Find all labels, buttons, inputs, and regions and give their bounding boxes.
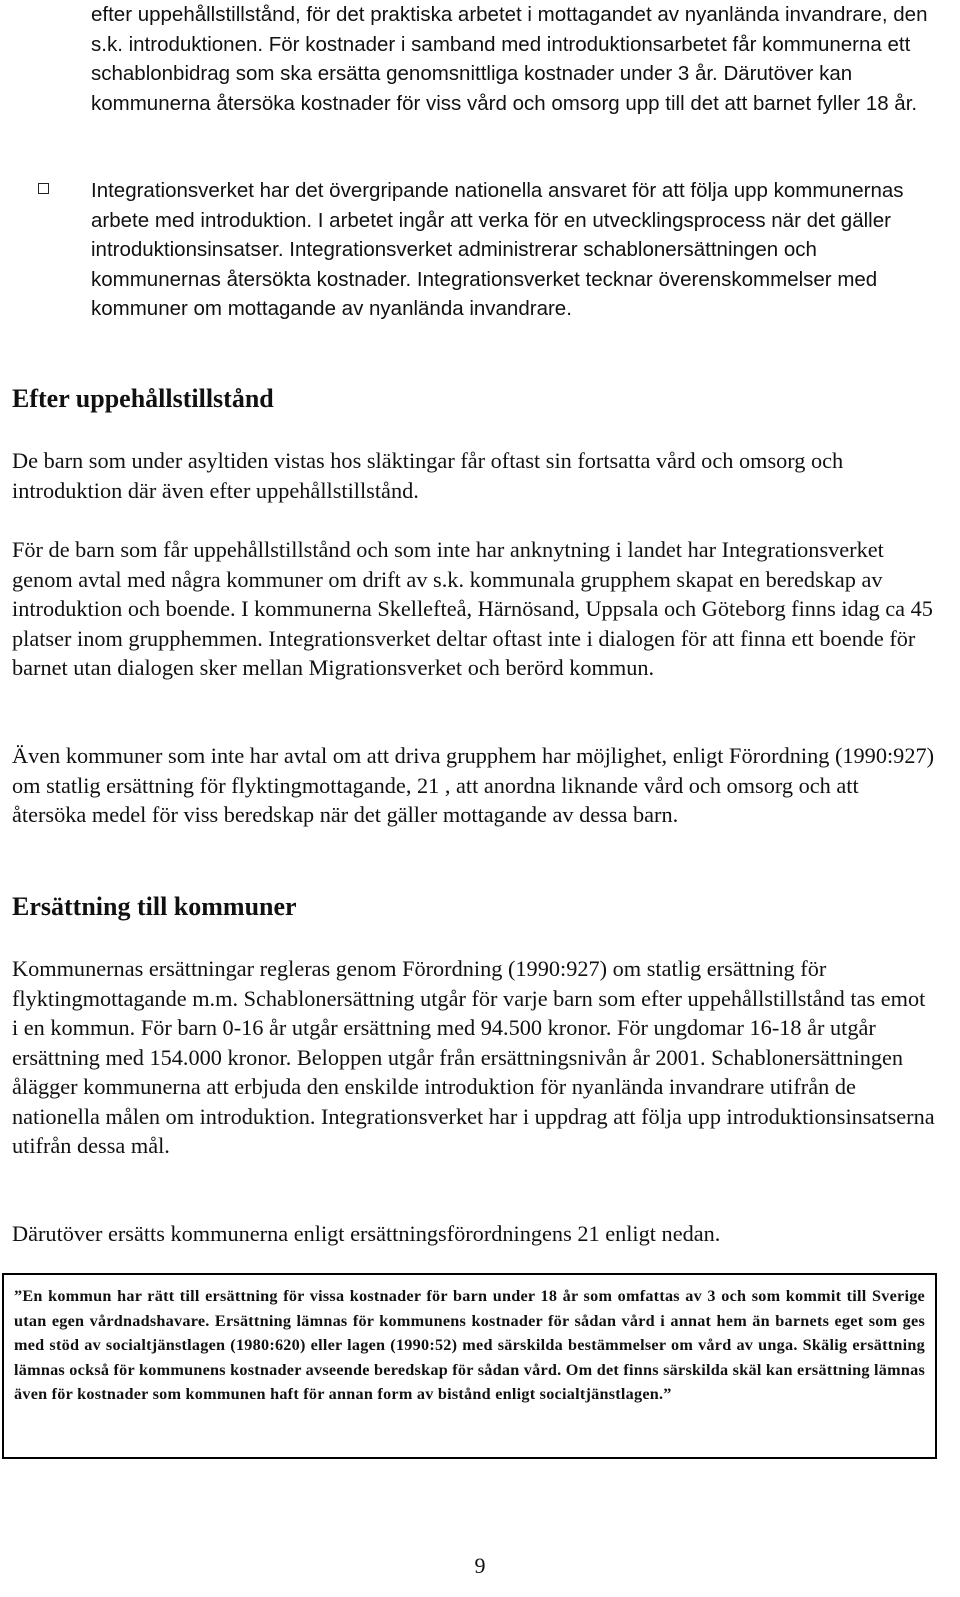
page-number: 9 [474,1553,486,1578]
paragraph: Därutöver ersätts kommunerna enligt ersättningsförordningens 21 enligt nedan. [12,1221,721,1246]
checkbox-square-icon [38,183,49,194]
paragraph: Kommunernas ersättningar regleras genom Förordning (1990:927) om statlig ersättning för flyktingmottagande m.m. Schablonersättning utgår för varje barn som efter uppehållstillstånd tas emot i en kommun. För barn 0-16 år utgår ersättning med 94.500 kronor. För ungdomar 16-18 år utgår ersättning med 154.000 kronor. Beloppen utgår från ersättningsnivån år 2001. Schablonersättningen ålägger kommunerna att erbjuda den enskilde introduktion för nyanlända invandrare utifrån de nationella målen om introduktion. Integrationsverket har i uppdrag att följa upp introduktionsinsatserna utifrån dessa mål. [12,956,935,1158]
paragraph: För de barn som får uppehållstillstånd och som inte har anknytning i landet har Integrationsverket genom avtal med några kommuner om drift av s.k. kommunala grupphem skapat en beredskap av introduktion och boende. I kommunerna Skellefteå, Härnösand, Uppsala och Göteborg finns idag ca 45 platser inom grupphemmen. Integrationsverket deltar oftast inte i dialogen för att finna ett boende för barnet utan dialogen sker mellan Migrationsverket och berörd kommun. [12,537,933,680]
paragraph: Även kommuner som inte har avtal om att driva grupphem har möjlighet, enligt Förordning (1990:927) om statlig ersättning för flyktingmottagande, 21 , att anordna liknande vård och omsorg och att återsöka medel för viss beredskap när det gäller mottagande av dessa barn. [12,743,935,827]
intro-continuation-paragraph: efter uppehållstillstånd, för det praktiska arbetet i mottagandet av nyanlända invandrare, den s.k. introduktionen. För kostnader i samband med introduktionsarbetet får kommunerna ett schablonbidrag som ska ersätta genomsnittliga kostnader under 3 år. Därutöver kan kommunerna återsöka kostnader för viss vård och omsorg upp till det att barnet fyller 18 år. [91,3,928,115]
section-heading-efter-uppehallstillstand: Efter uppehållstillstånd [12,384,274,413]
section-heading-ersattning-till-kommuner: Ersättning till kommuner [12,892,297,921]
bullet-item-paragraph: Integrationsverket har det övergripande nationella ansvaret för att följa upp kommunernas arbete med introduktion. I arbetet ingår att verka för en utvecklingsprocess när det gäller introduktionsinsatser. Integrationsverket administrerar schablonersättningen och kommunernas återsökta kostnader. Integrationsverket tecknar överenskommelser med kommuner om mottagande av nyanlända invandrare. [91,179,904,320]
paragraph: De barn som under asyltiden vistas hos släktingar får oftast sin fortsatta vård och omsorg och introduktion där även efter uppehållstillstånd. [12,448,844,503]
law-quote-box: ”En kommun har rätt till ersättning för vissa kostnader för barn under 18 år som omfattas av 3 och som kommit till Sverige utan egen vårdnadshavare. Ersättning lämnas för kommunens kostnader för sådan vård i annat hem än barnets eget som ges med stöd av socialtjänstlagen (1980:620) eller lagen (1990:52) med särskilda bestämmelser om vård av unga. Skälig ersättning lämnas också för kommunens kostnader avseende beredskap för sådan vård. Om det finns särskilda skäl kan ersättning lämnas även för kostnader som kommunen haft för annan form av bistånd enligt socialtjänstlagen.” [2,1273,937,1459]
